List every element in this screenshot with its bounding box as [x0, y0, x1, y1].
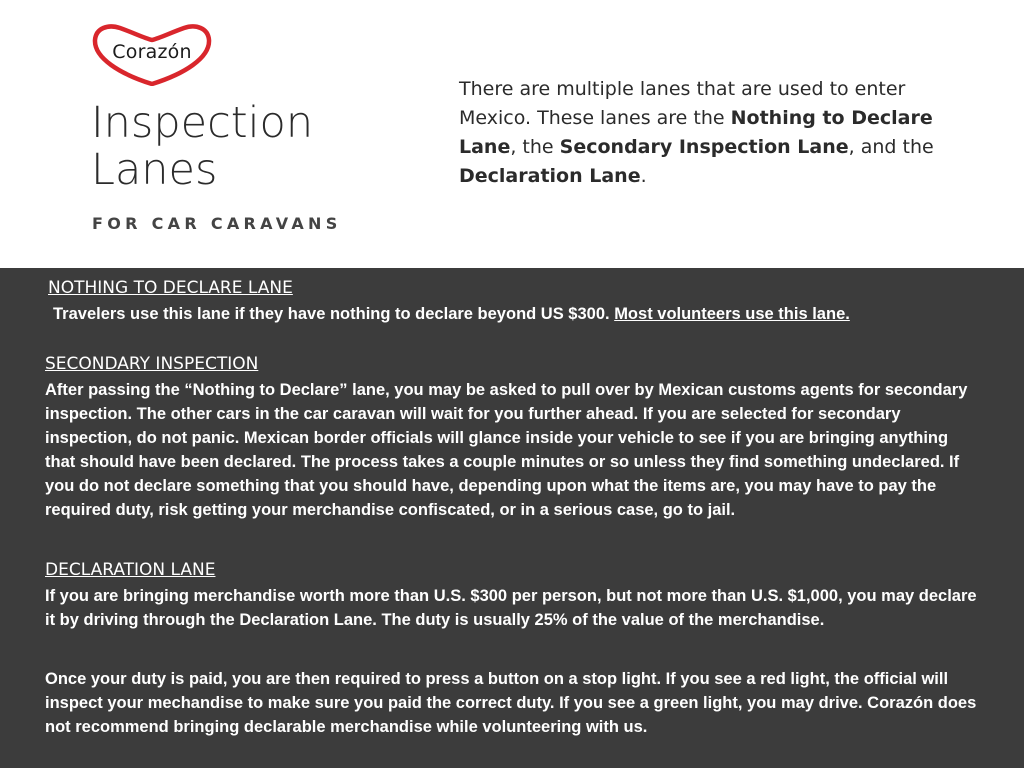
declaration-lane-heading: DECLARATION LANE	[45, 560, 216, 580]
intro-text-2: , the	[510, 136, 560, 158]
declaration-lane-body-2: Once your duty is paid, you are then required to press a button on a stop light. If you see a red light, the official will inspect your mechandise to make sure you paid the correct duty. If you see a green light, you may drive. Corazón does not recommend bringing declarable merchandise while volunteering with us.	[45, 670, 977, 736]
corazon-logo	[90, 22, 214, 86]
page-subtitle: FOR CAR CARAVANS	[92, 214, 342, 233]
nothing-to-declare-body	[53, 302, 993, 326]
intro-bold-nothing-to-declare: Nothing to Declare Lane	[459, 107, 933, 158]
header-area	[0, 0, 1024, 268]
logo-text: Corazón	[112, 41, 192, 63]
nothing-to-declare-underlined: Most volunteers use this lane.	[614, 305, 850, 323]
declaration-lane-body: If you are bringing merchandise worth more than U.S. $300 per person, but not more than U.S. $1,000, you may declare it by driving through the Declaration Lane. The duty is usually 25% of the value of the merchandise.	[45, 587, 977, 629]
page-title	[91, 100, 391, 194]
intro-text-4: .	[640, 165, 647, 187]
lanes-info-panel	[0, 268, 1024, 768]
secondary-inspection-heading: SECONDARY INSPECTION	[45, 354, 259, 374]
intro-text-1: There are multiple lanes that are used to enter Mexico. These lanes are the	[459, 78, 906, 129]
page-title-line2: Lanes	[91, 145, 218, 195]
nothing-to-declare-text: Travelers use this lane if they have nothing to declare beyond US $300.	[53, 305, 615, 323]
nothing-to-declare-heading: NOTHING TO DECLARE LANE	[48, 278, 293, 298]
intro-text-3: , and the	[848, 136, 934, 158]
page-title-line1: Inspection	[91, 98, 314, 148]
secondary-inspection-body: After passing the “Nothing to Declare” lane, you may be asked to pull over by Mexican customs agents for secondary inspection. The other cars in the car caravan will wait for you further ahead. If you are selected for secondary inspection, do not panic. Mexican border officials will glance inside your vehicle to see if you are bringing anything that should have been declared. The process takes a couple minutes or so unless they find something undeclared. If you do not declare something that you should have, depending upon what the items are, you may have to pay the required duty, risk getting your merchandise confiscated, or in a serious case, go to jail.	[45, 381, 968, 519]
intro-bold-declaration-lane: Declaration Lane	[459, 165, 641, 187]
intro-paragraph	[459, 75, 964, 191]
intro-bold-secondary-inspection: Secondary Inspection Lane	[559, 136, 849, 158]
